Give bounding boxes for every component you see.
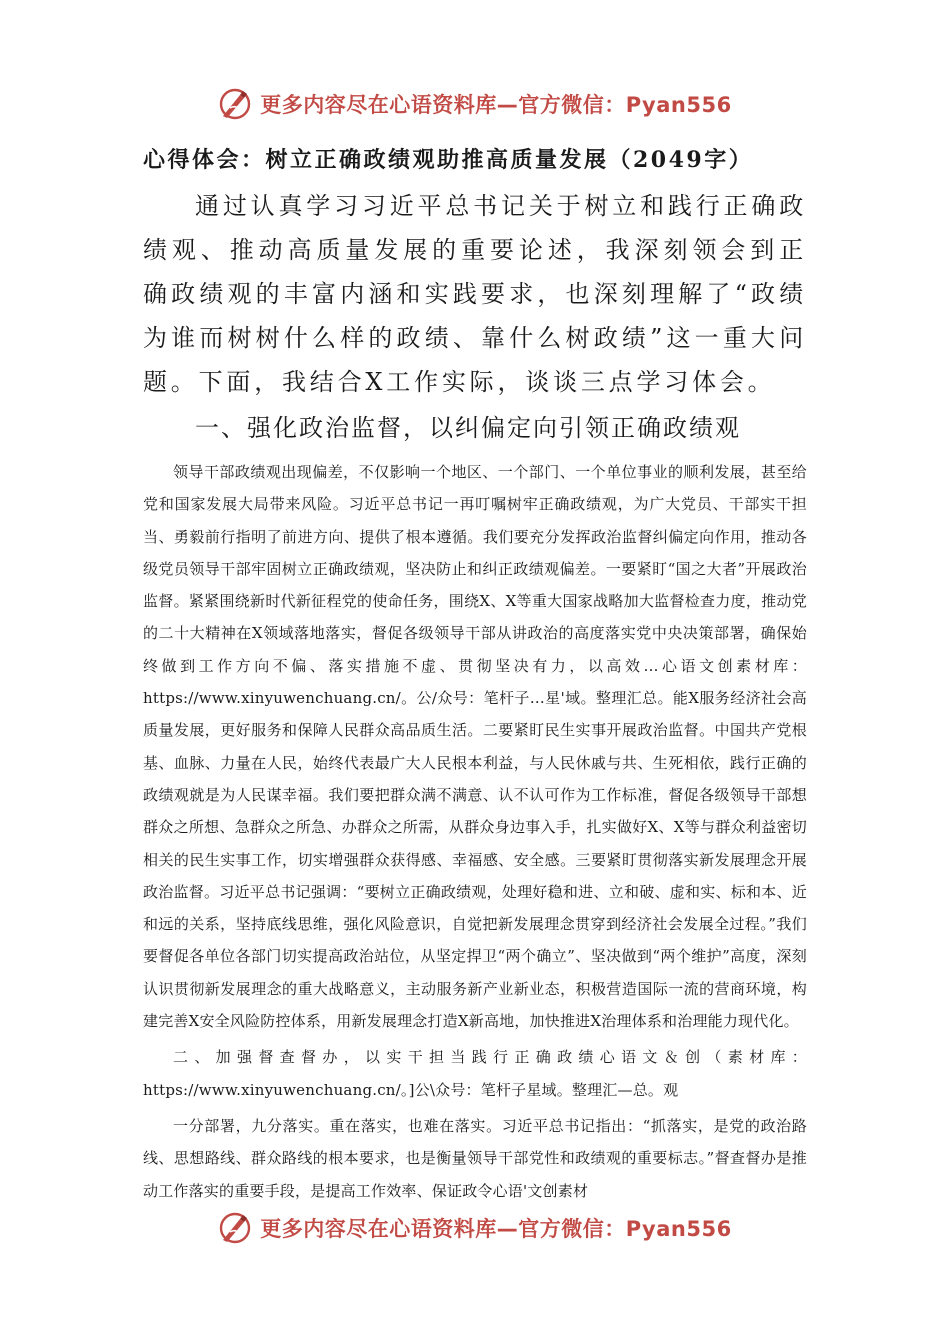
body-paragraph-1: 领导干部政绩观出现偏差，不仅影响一个地区、一个部门、一个单位事业的顺利发展，甚至给党和国家发展大局带来风险。习近平总书记一再叮嘱树牢正确政绩观，为广大党员、干部实干担当、勇毅前行指明了前进方向、提供了根本遵循。我们要充分发挥政治监督纠偏定向作用，推动各级党员领导干部牢固树立正确政绩观，坚决防止和纠正政绩观偏差。一要紧盯“国之大者”开展政治监督。紧紧围绕新时代新征程党的使命任务，围绕X、X等重大国家战略加大监督检查力度，推动党的二十大精神在X领域落地落实，督促各级领导干部从讲政治的高度落实党中央决策部署，确保始终做到工作方向不偏、落实措施不虚、贯彻坚决有力，以高效…心语文创素材库：https://www.xinyuwenchuang.cn/。公/众号：笔杆子…星'域。整理汇总。能X服务经济社会高质量发展，更好服务和保障人民群众高品质生活。二要紧盯民生实事开展政治监督。中国共产党根基、血脉、力量在人民，始终代表最广大人民根本利益，与人民休戚与共、生死相依，践行正确的政绩观就是为人民谋幸福。我们要把群众满不满意、认不认可作为工作标准，督促各级领导干部想群众之所想、急群众之所急、办群众之所需，从群众身边事入手，扎实做好X、X等与群众利益密切相关的民生实事工作，切实增强群众获得感、幸福感、安全感。三要紧盯贯彻落实新发展理念开展政治监督。习近平总书记强调：“要树立正确政绩观，处理好稳和进、立和破、虚和实、标和本、近和远的关系，坚持底线思维，强化风险意识，自觉把新发展理念贯穿到经济社会发展全过程。”我们要督促各单位各部门切实提高政治站位，从坚定捍卫“两个确立”、坚决做到“两个维护”高度，深刻认识贯彻新发展理念的重大战略意义，主动服务新产业新业态，积极营造国际一流的营商环境，构建完善X安全风险防控体系，用新发展理念打造X新高地，加快推进X治理体系和治理能力现代化。 — [143, 463, 807, 1031]
header-banner — [0, 84, 950, 124]
banner-text: 更多内容尽在心语资料库—官方微信：Pyan556 — [260, 93, 732, 117]
pen-logo-icon — [218, 1211, 252, 1245]
intro-paragraph: 通过认真学习习近平总书记关于树立和践行正确政绩观、推动高质量发展的重要论述，我深刻领会到正确政绩观的丰富内涵和实践要求，也深刻理解了“政绩为谁而树树什么样的政绩、靠什么树政绩”这一重大问题。下面，我结合X工作实际，谈谈三点学习体会。 — [143, 192, 807, 396]
pen-logo-icon — [218, 87, 252, 121]
body-paragraph-2: 一分部署，九分落实。重在落实，也难在落实。习近平总书记指出：“抓落实，是党的政治路线、思想路线、群众路线的根本要求，也是衡量领导干部党性和政绩观的重要标志。”督查督办是推动工作落实的重要手段，是提高工作效率、保证政令心语'文创素材 — [143, 1116, 807, 1200]
document-title: 心得体会：树立正确政绩观助推高质量发展（2049字） — [143, 147, 754, 173]
section-heading-1: 一、强化政治监督，以纠偏定向引领正确政绩观 — [195, 414, 741, 442]
section-heading-2: 二、加强督查督办，以实干担当践行正确政绩心语文＆创（素材库：https://www.xinyuwenchuang.cn/。]公\众号：笔杆子星域。整理汇—总。观 — [143, 1048, 807, 1099]
footer-banner — [0, 1208, 950, 1248]
document-page — [143, 140, 807, 1207]
banner-text: 更多内容尽在心语资料库—官方微信：Pyan556 — [260, 1217, 732, 1241]
